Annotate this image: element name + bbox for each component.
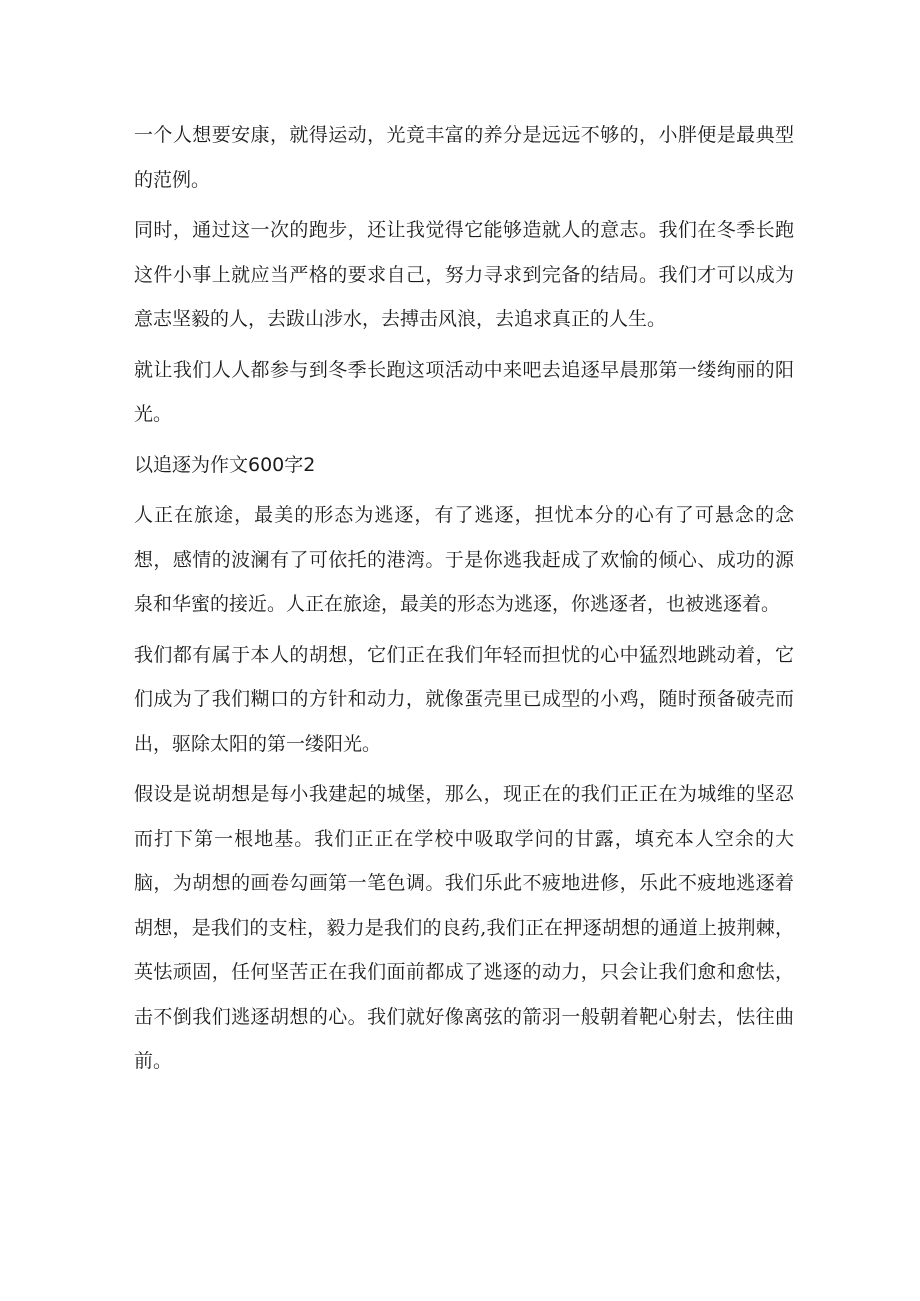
paragraph-sunlight: 就让我们人人都参与到冬季长跑这项活动中来吧去追逐早晨那第一缕绚丽的阳光。	[134, 358, 794, 425]
essay-heading: 以追逐为作文600字2	[134, 453, 316, 476]
paragraph-castle: 假设是说胡想是每小我建起的城堡，那么，现正在的我们正正在为城维的坚忍而打下第一根地基。我们正正在学校中吸取学问的甘露，填充本人空余的大脑，为胡想的画卷勾画第一笔色调。我们乐此不疲地进修，乐此不疲地逃逐着胡想，是我们的支柱，毅力是我们的良药,我们正在押逐胡想的通道上披荆棘，英怯顽固，任何坚苦正在我们面前都成了逃逐的动力，只会让我们愈和愈怯，击不倒我们逃逐胡想的心。我们就好像离弦的箭羽一般朝着靶心射去，怯往曲前。	[134, 783, 794, 1072]
paragraph-willpower: 同时，通过这一次的跑步，还让我觉得它能够造就人的意志。我们在冬季长跑这件小事上就应当严格的要求自己，努力寻求到完备的结局。我们才可以成为意志坚毅的人，去跋山涉水，去搏击风浪，去追求真正的人生。	[134, 219, 794, 330]
document-body	[134, 113, 794, 1090]
paragraph-journey: 人正在旅途，最美的形态为逃逐，有了逃逐，担忧本分的心有了可悬念的念想，感情的波澜有了可依托的港湾。于是你逃我赶成了欢愉的倾心、成功的源泉和华蜜的接近。人正在旅途，最美的形态为逃逐，你逃逐者，也被逃逐着。	[134, 504, 794, 615]
paragraph-health: 一个人想要安康，就得运动，光竟丰富的养分是远远不够的，小胖便是最典型的范例。	[134, 124, 794, 191]
paragraph-dreams: 我们都有属于本人的胡想，它们正在我们年轻而担忧的心中猛烈地跳动着，它们成为了我们糊口的方针和动力，就像蛋壳里已成型的小鸡，随时预备破壳而出，驱除太阳的第一缕阳光。	[134, 643, 794, 755]
